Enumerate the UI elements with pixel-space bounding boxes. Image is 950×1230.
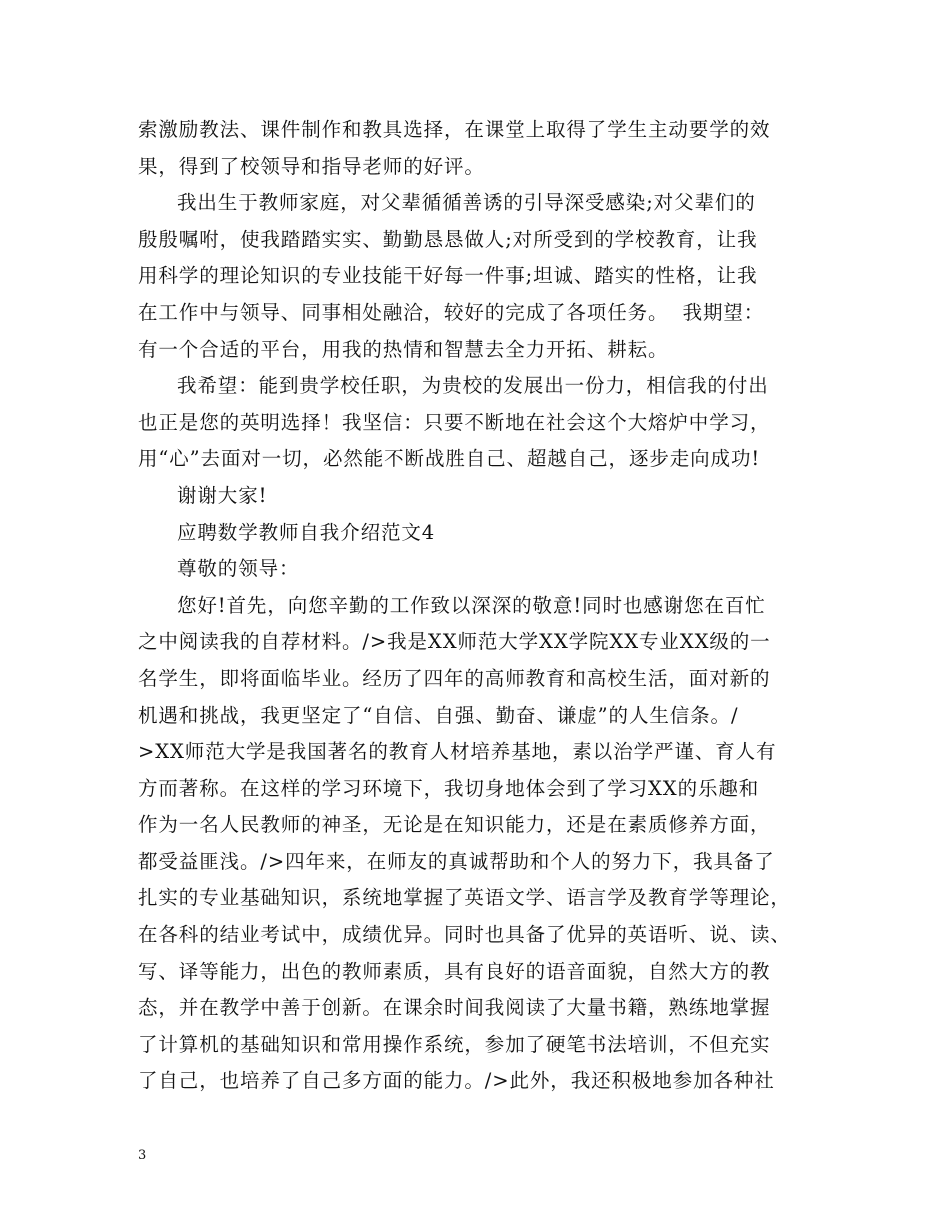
- text-line: 写、译等能力，出色的教师素质，具有良好的语音面貌，自然大方的教: [138, 959, 771, 983]
- text-line: 用“心”去面对一切，必然能不断战胜自己、超越自己，逐步走向成功!: [138, 447, 761, 471]
- text-line: 了自己，也培养了自己多方面的能力。/>此外，我还积极地参加各种社: [138, 1069, 775, 1093]
- text-line: 在工作中与领导、同事相处融洽，较好的完成了各项任务。 我期望：: [138, 300, 765, 324]
- text-line: 之中阅读我的自荐材料。/>我是XX师范大学XX学院XX专业XX级的一: [138, 630, 771, 654]
- text-line: 也正是您的英明选择！我坚信：只要不断地在社会这个大熔炉中学习，: [138, 410, 771, 434]
- text-line: 用科学的理论知识的专业技能干好每一件事;坦诚、踏实的性格，让我: [138, 264, 758, 288]
- text-line: >XX师范大学是我国著名的教育人材培养基地，素以治学严谨、育人有: [138, 740, 777, 764]
- text-line: 我希望：能到贵学校任职，为贵校的发展出一份力，相信我的付出: [177, 374, 769, 398]
- text-line: 殷殷嘱咐，使我踏踏实实、勤勤恳恳做人;对所受到的学校教育，让我: [138, 227, 758, 251]
- salutation: 尊敬的领导：: [177, 557, 300, 581]
- text-line: 在各科的结业考试中，成绩优异。同时也具备了优异的英语听、说、读、: [138, 923, 791, 947]
- text-line: 果，得到了校领导和指导老师的好评。: [138, 154, 485, 178]
- text-line: 扎实的专业基础知识，系统地掌握了英语文学、语言学及教育学等理论，: [138, 886, 791, 910]
- text-line: 都受益匪浅。/>四年来，在师友的真诚帮助和个人的努力下，我具备了: [138, 849, 775, 873]
- page-number: 3: [138, 1148, 147, 1163]
- text-line: 您好!首先，向您辛勤的工作致以深深的敬意!同时也感谢您在百忙: [177, 593, 766, 617]
- text-line: 有一个合适的平台，用我的热情和智慧去全力开拓、耕耘。: [138, 337, 669, 361]
- text-line: 机遇和挑战，我更坚定了“自信、自强、勤奋、谦虚”的人生信条。/: [138, 703, 739, 727]
- text-line: 作为一名人民教师的神圣，无论是在知识能力，还是在素质修养方面，: [138, 813, 771, 837]
- text-line: 方而著称。在这样的学习环境下，我切身地体会到了学习XX的乐趣和: [138, 776, 760, 800]
- text-line: 名学生，即将面临毕业。经历了四年的高师教育和高校生活，面对新的: [138, 666, 771, 690]
- text-line: 索激励教法、课件制作和教具选择，在课堂上取得了学生主动要学的效: [138, 118, 771, 141]
- text-line: 了计算机的基础知识和常用操作系统，参加了硬笔书法培训，不但充实: [138, 1032, 771, 1056]
- section-heading: 应聘数学教师自我介绍范文4: [177, 520, 436, 544]
- text-line: 我出生于教师家庭，对父辈循循善诱的引导深受感染;对父辈们的: [177, 191, 756, 215]
- body-text: [138, 112, 810, 1100]
- text-line: 谢谢大家!: [177, 483, 268, 507]
- text-line: 态，并在教学中善于创新。在课余时间我阅读了大量书籍，熟练地掌握: [138, 996, 771, 1020]
